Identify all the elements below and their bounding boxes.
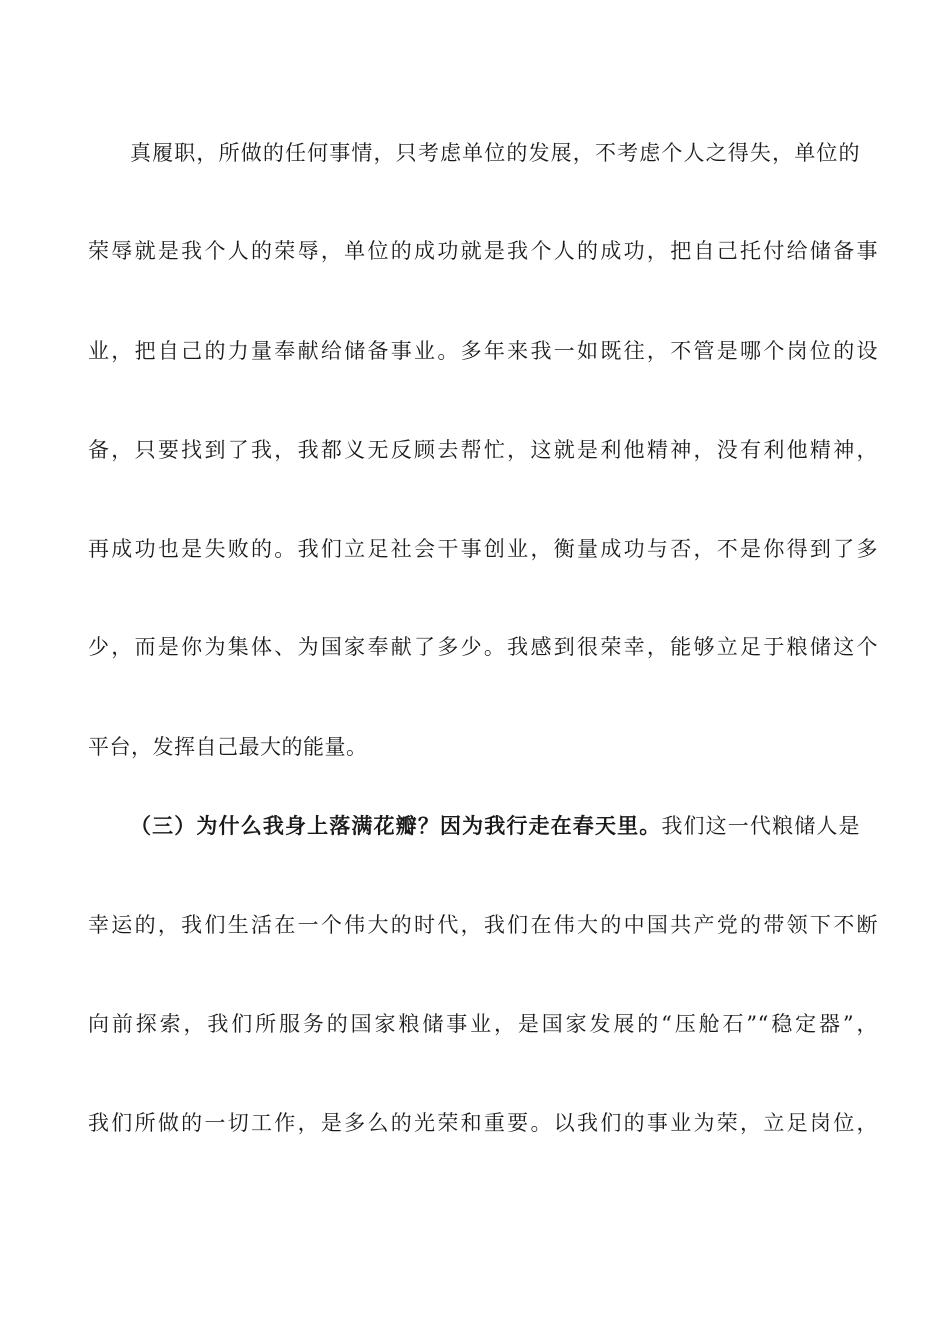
paragraph-text: 我们这一代粮储人是 [661, 814, 860, 838]
paragraph-line: 幸运的，我们生活在一个伟大的时代，我们在伟大的中国共产党的带领下不断 [88, 913, 878, 937]
section-heading: （三）为什么我身上落满花瓣？因为我行走在春天里。 [130, 813, 662, 838]
section-heading-line [130, 812, 860, 840]
paragraph-line: 向前探索，我们所服务的国家粮储事业，是国家发展的“压舱石”“稳定器”， [88, 1012, 878, 1036]
paragraph-line: 平台，发挥自己最大的能量。 [88, 735, 368, 759]
paragraph-line: 业，把自己的力量奉献给储备事业。多年来我一如既往，不管是哪个岗位的设 [88, 339, 878, 363]
paragraph-line: 荣辱就是我个人的荣辱，单位的成功就是我个人的成功，把自己托付给储备事 [88, 239, 878, 263]
paragraph-line: 真履职，所做的任何事情，只考虑单位的发展，不考虑个人之得失，单位的 [130, 141, 860, 165]
paragraph-line: 再成功也是失败的。我们立足社会干事创业，衡量成功与否，不是你得到了多 [88, 537, 878, 561]
paragraph-line: 我们所做的一切工作，是多么的光荣和重要。以我们的事业为荣，立足岗位， [88, 1111, 878, 1135]
paragraph-line: 备，只要找到了我，我都义无反顾去帮忙，这就是利他精神，没有利他精神， [88, 438, 878, 462]
paragraph-line: 少，而是你为集体、为国家奉献了多少。我感到很荣幸，能够立足于粮储这个 [88, 635, 878, 659]
